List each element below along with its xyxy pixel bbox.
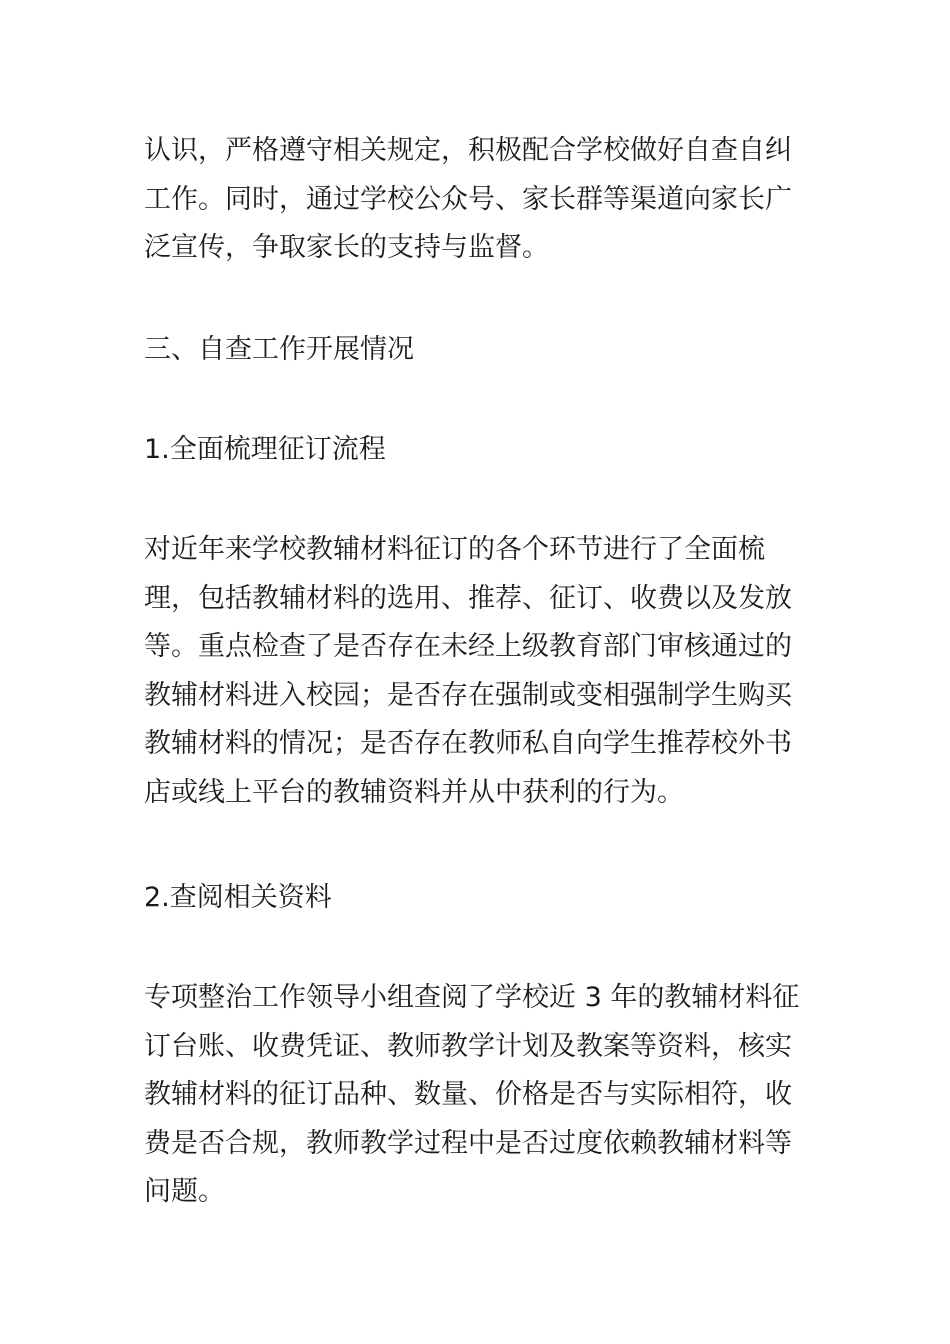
subsection-1-title: 1.全面梳理征订流程 [144,434,386,465]
subsection-2-body: 专项整治工作领导小组查阅了学校近 3 年的教辅材料征订台账、收费凭证、教师教学计划及教案等资料，核实教辅材料的征订品种、数量、价格是否与实际相符，收费是否合规，教师教学过程中是否过度依赖教辅材料等问题。 [144,982,800,1207]
section-heading: 三、自查工作开展情况 [144,334,414,365]
subsection-2-title: 2.查阅相关资料 [144,882,332,913]
subsection-1-body: 对近年来学校教辅材料征订的各个环节进行了全面梳理，包括教辅材料的选用、推荐、征订、收费以及发放等。重点检查了是否存在未经上级教育部门审核通过的教辅材料进入校园；是否存在强制或变相强制学生购买教辅材料的情况；是否存在教师私自向学生推荐校外书店或线上平台的教辅资料并从中获利的行为。 [144,534,792,808]
intro-paragraph: 认识，严格遵守相关规定，积极配合学校做好自查自纠工作。同时，通过学校公众号、家长群等渠道向家长广泛宣传，争取家长的支持与监督。 [144,135,792,263]
